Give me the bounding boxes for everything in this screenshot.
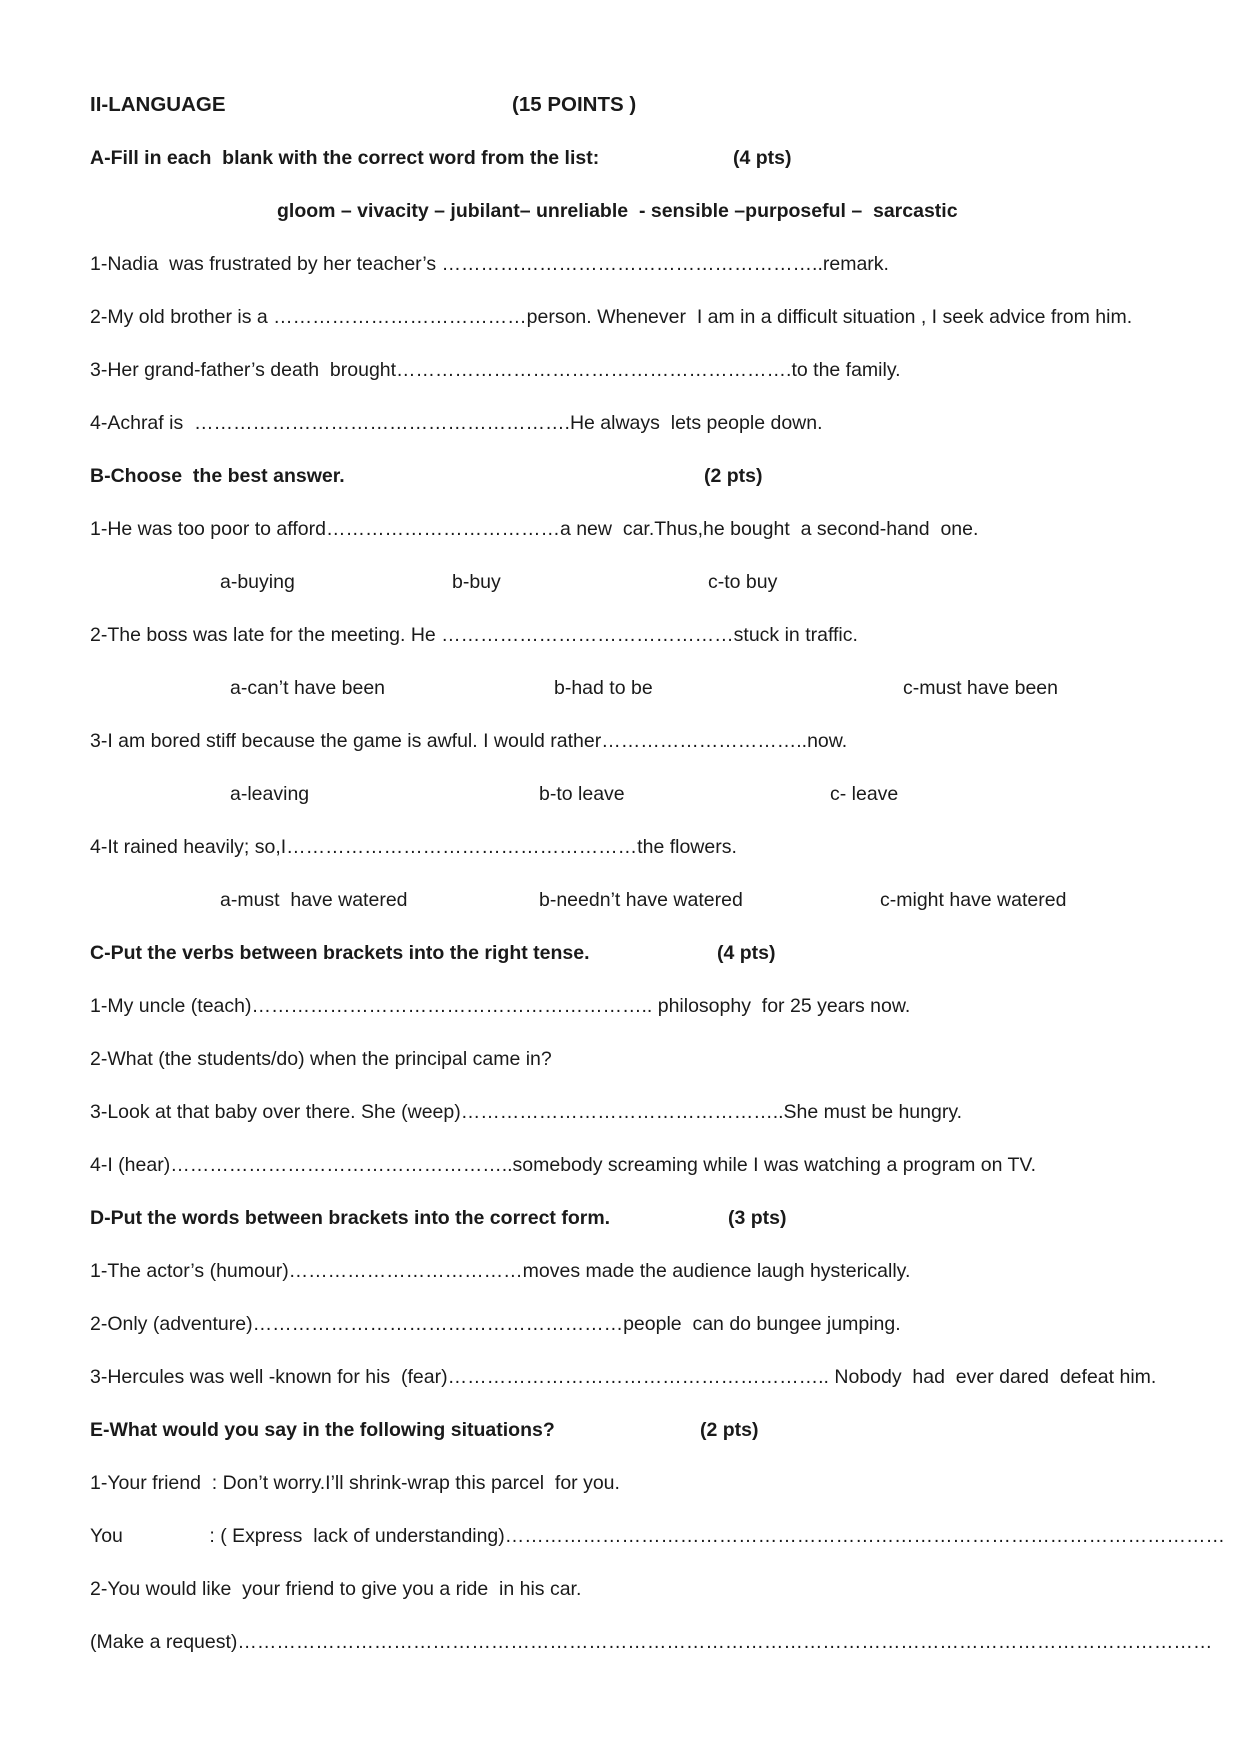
section-b-question: 3-I am bored stiff because the game is awful. I would rather…………………………..now. [90,730,848,752]
total-points: (15 POINTS ) [512,93,637,116]
section-e-points: (2 pts) [700,1419,759,1441]
section-c-heading: C-Put the verbs between brackets into the right tense. [90,942,590,964]
option-a: a-can’t have been [230,677,386,699]
section-a-item: 2-My old brother is a …………………………………person. Whenever I am in a difficult situation , I seek advice from him. [90,306,1133,328]
section-a-item: 3-Her grand-father’s death brought…………………………………………………….to the family. [90,359,901,381]
section-e-item: 2-You would like your friend to give you a ride in his car. [90,1578,582,1600]
section-c-item: 4-I (hear)……………………………………………..somebody screaming while I was watching a program on TV. [90,1154,1037,1176]
page-title: II-LANGUAGE [90,93,226,116]
option-b: b-had to be [554,677,653,699]
section-b-points: (2 pts) [704,465,763,487]
word-list: gloom – vivacity – jubilant– unreliable - sensible –purposeful – sarcastic [277,200,958,222]
section-b-question: 2-The boss was late for the meeting. He ………………………………………stuck in traffic. [90,624,858,646]
option-a: a-buying [220,571,295,593]
option-c: c-to buy [708,571,778,593]
section-c-item: 1-My uncle (teach)…………………………………………………….. philosophy for 25 years now. [90,995,911,1017]
option-b: b-buy [452,571,501,593]
section-e-heading: E-What would you say in the following situations? [90,1419,555,1441]
section-d-item: 1-The actor’s (humour)………………………………moves made the audience laugh hysterically. [90,1260,911,1282]
section-a-item: 1-Nadia was frustrated by her teacher’s …………………………………………………..remark. [90,253,889,275]
section-a-item: 4-Achraf is ………………………………………………….He always lets people down. [90,412,823,434]
section-a-points: (4 pts) [733,147,792,169]
section-d-heading: D-Put the words between brackets into the correct form. [90,1207,611,1229]
section-d-item: 3-Hercules was well -known for his (fear)………………………………………………….. Nobody had ever dared defeat him. [90,1366,1157,1388]
section-b-question: 4-It rained heavily; so,I………………………………………………the flowers. [90,836,737,858]
section-a-heading: A-Fill in each blank with the correct word from the list: [90,147,600,169]
section-c-item: 3-Look at that baby over there. She (weep)…………………………………………..She must be hungry. [90,1101,963,1123]
option-b: b-to leave [539,783,625,805]
option-a: a-must have watered [220,889,408,911]
section-b-heading: B-Choose the best answer. [90,465,345,487]
option-c: c-must have been [903,677,1059,699]
section-e-item: You : ( Express lack of understanding)………………………………………………………………………………………………… [90,1525,1225,1547]
option-c: c- leave [830,783,899,805]
section-b-question: 1-He was too poor to afford………………………………a new car.Thus,he bought a second-hand one. [90,518,979,540]
option-c: c-might have watered [880,889,1067,911]
section-e-item: 1-Your friend : Don’t worry.I’ll shrink-wrap this parcel for you. [90,1472,620,1494]
section-c-item: 2-What (the students/do) when the principal came in? [90,1048,552,1070]
section-d-points: (3 pts) [728,1207,787,1229]
section-d-item: 2-Only (adventure)…………………………………………………people can do bungee jumping. [90,1313,901,1335]
section-e-item: (Make a request)…………………………………………………………………………………………………………………………………… [90,1631,1213,1653]
option-a: a-leaving [230,783,310,805]
section-c-points: (4 pts) [717,942,776,964]
option-b: b-needn’t have watered [539,889,743,911]
